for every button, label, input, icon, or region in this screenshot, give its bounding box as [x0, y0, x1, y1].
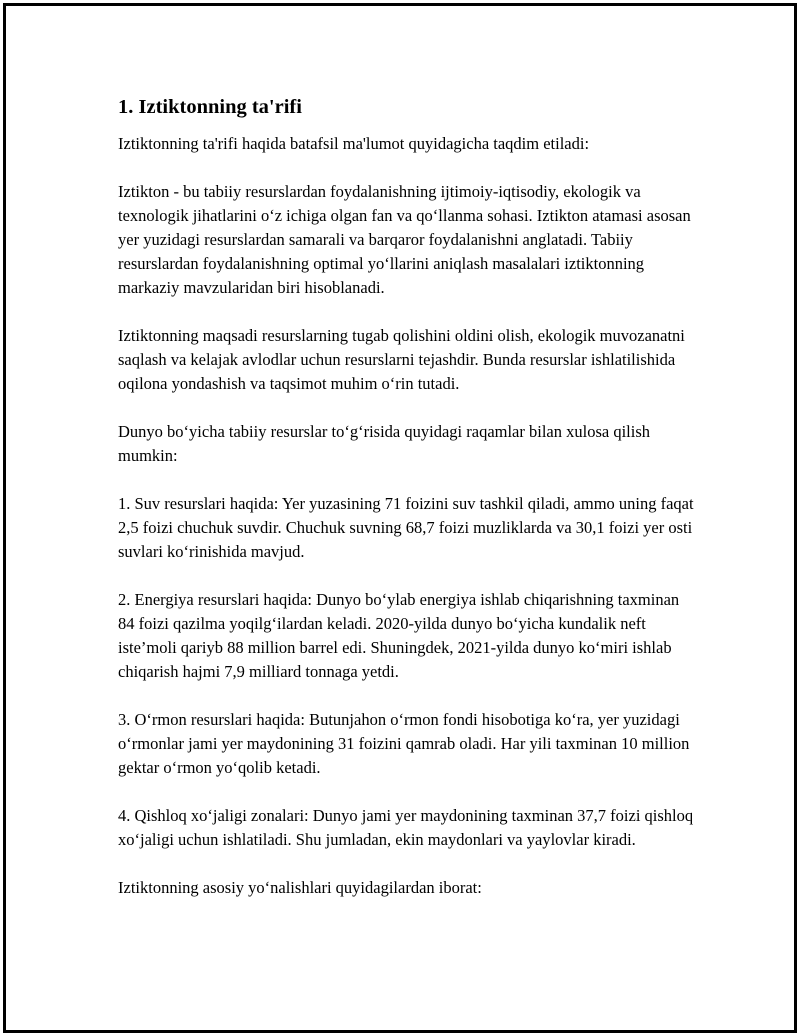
section-heading: 1. Iztiktonning ta'rifi	[118, 96, 302, 118]
definition-paragraph: Iztikton - bu tabiiy resurslardan foydalanishning ijtimoiy-iqtisodiy, ekologik va texnologik jihatlarini o‘z ichiga olgan fan va qo‘llanma sohasi. Iztikton atamasi asosan yer yuzidagi resurslardan samarali va barqaror foydalanishni anglatadi. Tabiiy resurslardan foydalanishning optimal yo‘llarini aniqlash masalalari iztiktonning markaziy mavzularidan biri hisoblanadi.	[118, 182, 691, 297]
forest-resources-paragraph: 3. O‘rmon resurslari haqida: Butunjahon o‘rmon fondi hisobotiga ko‘ra, yer yuzidagi o‘rmonlar jami yer maydonining 31 foizini qamrab oladi. Har yili taxminan 10 million gektar o‘rmon yo‘qolib ketadi.	[118, 710, 690, 777]
water-resources-paragraph: 1. Suv resurslari haqida: Yer yuzasining 71 foizini suv tashkil qiladi, ammo uning faqat 2,5 foizi chuchuk suvdir. Chuchuk suvning 68,7 foizi muzliklarda va 30,1 foizi yer osti suvlari ko‘rinishida mavjud.	[118, 494, 694, 561]
agriculture-paragraph: 4. Qishloq xo‘jaligi zonalari: Dunyo jami yer maydonining taxminan 37,7 foizi qishloq xo‘jaligi uchun ishlatiladi. Shu jumladan, ekin maydonlari va yaylovlar kiradi.	[118, 806, 694, 849]
energy-resources-paragraph: 2. Energiya resurslari haqida: Dunyo bo‘ylab energiya ishlab chiqarishning taxminan 84 foizi qazilma yoqilg‘ilardan keladi. 2020-yilda dunyo bo‘yicha kundalik neft iste’moli qariyb 88 million barrel edi. Shuningdek, 2021-yilda dunyo ko‘miri ishlab chiqarish hajmi 7,9 milliard tonnaga yetdi.	[118, 590, 680, 681]
document-body	[118, 94, 698, 924]
main-directions-paragraph: Iztiktonning asosiy yo‘nalishlari quyidagilardan iborat:	[118, 878, 482, 897]
statistics-intro-paragraph: Dunyo bo‘yicha tabiiy resurslar to‘g‘risida quyidagi raqamlar bilan xulosa qilish mumkin:	[118, 422, 650, 465]
intro-paragraph: Iztiktonning ta'rifi haqida batafsil ma'lumot quyidagicha taqdim etiladi:	[118, 134, 590, 153]
purpose-paragraph: Iztiktonning maqsadi resurslarning tugab qolishini oldini olish, ekologik muvozanatni saqlash va kelajak avlodlar uchun resurslarni tejashdir. Bunda resurslar ishlatilishida oqilona yondashish va taqsimot muhim o‘rin tutadi.	[118, 326, 685, 393]
